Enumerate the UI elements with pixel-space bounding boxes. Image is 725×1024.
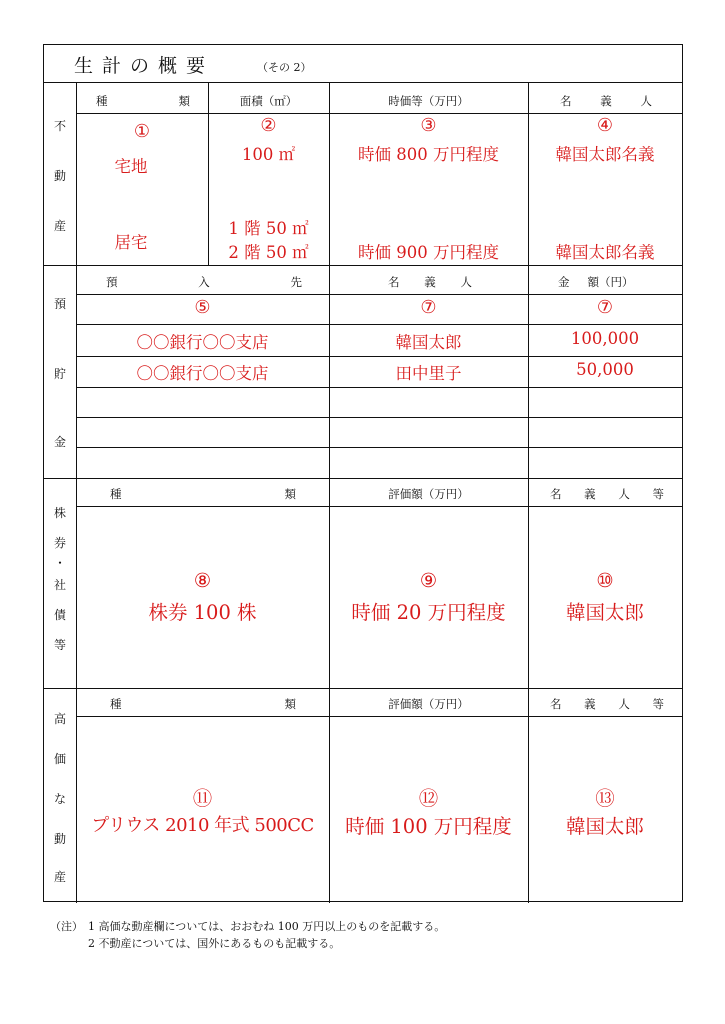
note-2: 2 不動産については、国外にあるものも記載する。 [88, 937, 341, 950]
marker-4: ④ [596, 115, 614, 136]
marker-8: ⑧ [193, 569, 212, 592]
note-1: 1 高価な動産欄については、おおむね 100 万円以上のものを記載する。 [88, 920, 446, 933]
header-security-type: 種 類 [110, 487, 296, 501]
marker-11: ⑪ [192, 787, 213, 810]
title-row [44, 45, 682, 83]
side-label-real-estate: 不 動 産 [53, 119, 66, 233]
page-subtitle: （その 2） [257, 61, 312, 74]
header-movable-owner: 名 義 人 等 [550, 697, 664, 711]
header-security-owner: 名 義 人 等 [550, 487, 664, 501]
row-divider [76, 294, 682, 295]
movable-owner: 韓国太郎 [565, 815, 644, 838]
real-estate-area-2a: 1 階 50 ㎡ [228, 219, 309, 238]
side-label-securities: 株 券 ・ 社 債 等 [53, 506, 66, 652]
row-divider [76, 324, 682, 325]
row-divider [76, 387, 682, 388]
row-divider [76, 417, 682, 418]
section-divider [44, 478, 682, 479]
side-label-deposits: 預 貯 金 [53, 297, 66, 449]
marker-10: ⑩ [596, 569, 614, 592]
page-title: 生計の概要 [74, 55, 215, 77]
side-label-movables: 高 価 な 動 産 [53, 712, 66, 884]
section-divider [44, 688, 682, 689]
header-divider [76, 716, 682, 717]
header-type: 種 類 [96, 94, 190, 108]
deposit-bank-2: 〇〇銀行〇〇支店 [136, 364, 269, 383]
column-divider [329, 83, 330, 265]
summary-form [43, 44, 683, 902]
header-area: 面積（㎡） [239, 94, 298, 108]
header-amount: 金 額（円） [558, 275, 634, 289]
header-divider [76, 506, 682, 507]
deposit-holder-1: 韓国太郎 [395, 333, 462, 352]
marker-13: ⑬ [595, 787, 615, 810]
header-security-value: 評価額（万円） [388, 487, 469, 501]
deposit-holder-2: 田中里子 [395, 364, 462, 383]
movable-value: 時価 100 万円程度 [345, 815, 512, 838]
marker-3: ③ [420, 115, 437, 136]
security-type: 株券 100 株 [148, 601, 257, 624]
row-divider [76, 356, 682, 357]
header-holder: 名 義 人 [388, 275, 472, 289]
header-movable-type: 種 類 [110, 697, 296, 711]
real-estate-area-1: 100 ㎡ [241, 145, 296, 164]
header-name: 名 義 人 [560, 94, 652, 108]
header-movable-value: 評価額（万円） [388, 697, 469, 711]
header-divider [76, 113, 682, 114]
marker-7b: ⑦ [596, 297, 614, 318]
real-estate-type-1: 宅地 [114, 157, 148, 176]
row-divider [76, 447, 682, 448]
notes-prefix: （注） [50, 920, 83, 933]
deposit-amount-1: 100,000 [570, 329, 640, 348]
deposit-bank-1: 〇〇銀行〇〇支店 [136, 333, 269, 352]
real-estate-owner-1: 韓国太郎名義 [555, 145, 655, 164]
header-value: 時価等（万円） [388, 94, 469, 108]
movable-type: プリウス 2010 年式 500CC [91, 815, 314, 836]
security-owner: 韓国太郎 [565, 601, 644, 624]
marker-2: ② [260, 115, 277, 136]
real-estate-owner-2: 韓国太郎名義 [555, 243, 655, 262]
marker-7a: ⑦ [420, 297, 437, 318]
real-estate-type-2: 居宅 [114, 233, 148, 252]
section-divider [44, 265, 682, 266]
column-divider [528, 83, 529, 265]
marker-5: ⑤ [194, 297, 211, 318]
real-estate-area-2b: 2 階 50 ㎡ [228, 243, 309, 262]
marker-9: ⑨ [419, 569, 438, 592]
real-estate-value-2: 時価 900 万円程度 [358, 243, 499, 262]
header-bank: 預 入 先 [106, 275, 302, 289]
real-estate-value-1: 時価 800 万円程度 [358, 145, 499, 164]
deposit-amount-2: 50,000 [576, 360, 634, 379]
marker-1: ① [133, 121, 151, 142]
label-column-divider [76, 83, 77, 903]
marker-12: ⑫ [418, 787, 439, 810]
security-value: 時価 20 万円程度 [351, 601, 506, 624]
